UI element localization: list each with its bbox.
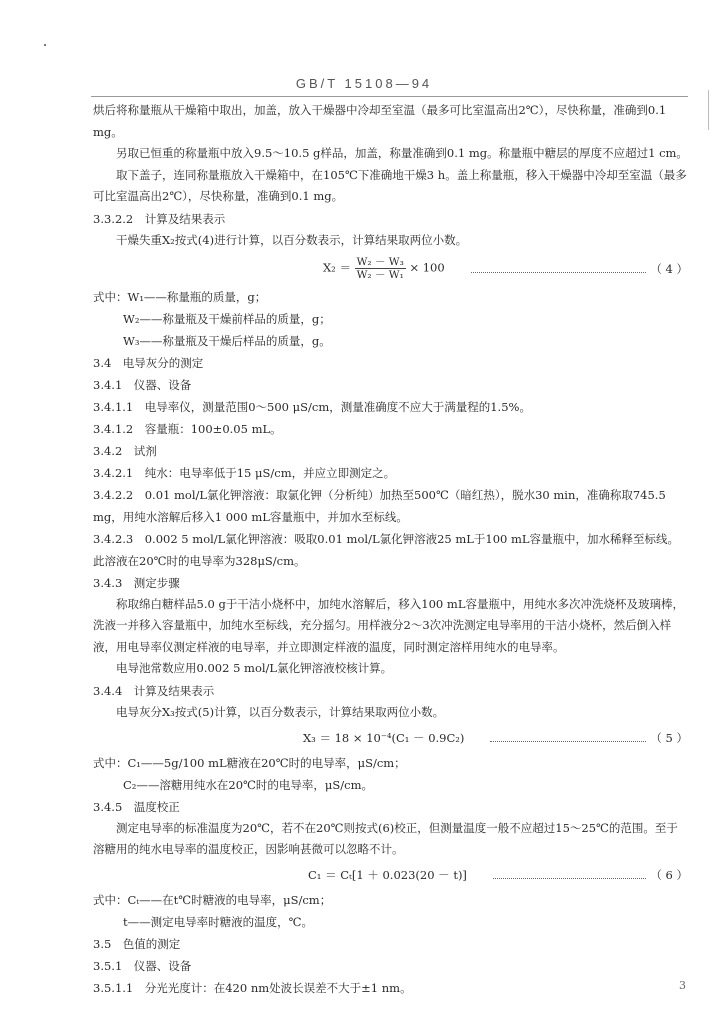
document-body <box>93 100 688 999</box>
formula-6-number: （ 6 ） <box>650 867 688 882</box>
formula-4-var-3: W₃——称量瓶及干燥后样品的质量，g。 <box>123 333 331 348</box>
section-heading-3-4-5: 3.4.5 温度校正 <box>93 799 180 814</box>
page-header: GB/T 15108—94 <box>295 76 433 91</box>
scan-edge-mark <box>708 90 709 130</box>
formula-4-var-2: W₂——称量瓶及干燥前样品的质量，g； <box>123 311 331 326</box>
formula-5-var-2: C₂——溶糖用纯水在20℃时的电导率，μS/cm。 <box>123 777 373 792</box>
formula-4-expression <box>323 256 445 281</box>
paragraph-drying-3: 取下盖子，连同称量瓶放入干燥箱中，在105℃下准确地干燥3 h。盖上称量瓶，移入干燥器中冷却至室温（最多可比室温高出2℃），尽快称量，准确到0.1 mg。 <box>93 167 687 204</box>
formula-4-number: （ 4 ） <box>650 261 688 276</box>
item-3-4-2-1: 3.4.2.1 纯水：电导率低于15 μS/cm，并应立即测定之。 <box>93 465 396 480</box>
section-heading-3-5-1: 3.5.1 仪器、设备 <box>93 958 192 973</box>
section-heading-3-3-2-2: 3.3.2.2 计算及结果表示 <box>93 211 226 226</box>
item-3-4-1-1: 3.4.1.1 电导率仪，测量范围0～500 μS/cm，测量准确度不应大于满量程的1.5%。 <box>93 399 531 414</box>
formula-5-expression: X₃ ＝ 18 × 10⁻⁴(C₁ － 0.9C₂) <box>303 730 465 745</box>
procedure-paragraph-2: 电导池常数应用0.002 5 mol/L氯化钾溶液校核计算。 <box>116 661 393 676</box>
formula-4-lhs: X₂ ＝ <box>323 260 351 275</box>
section-heading-3-4: 3.4 电导灰分的测定 <box>93 355 204 370</box>
section-heading-3-4-1: 3.4.1 仪器、设备 <box>93 377 192 392</box>
formula-6-var-1: 式中：Cₜ——在t℃时糖液的电导率，μS/cm； <box>93 892 332 907</box>
section-heading-3-4-2: 3.4.2 试剂 <box>93 443 157 458</box>
formula-6-var-2: t——测定电导率时糖液的温度，℃。 <box>123 914 313 929</box>
item-3-4-2-3: 3.4.2.3 0.002 5 mol/L氯化钾溶液：吸取0.01 mol/L氯化钾溶液25 mL于100 mL容量瓶中，加水稀释至标线。此溶液在20℃时的电导率为328μS/cm。 <box>93 531 680 568</box>
section-heading-3-4-4: 3.4.4 计算及结果表示 <box>93 683 215 698</box>
formula-4-denominator: W₂ － W₁ <box>356 269 404 282</box>
paragraph-drying-1: 烘后将称量瓶从干燥箱中取出，加盖，放入干燥器中冷却至室温（最多可比室温高出2℃），尽快称量，准确到0.1 mg。 <box>93 103 667 139</box>
formula-4 <box>93 252 688 286</box>
scan-speck <box>44 44 46 46</box>
item-3-4-1-2: 3.4.1.2 容量瓶：100±0.05 mL。 <box>93 421 282 436</box>
formula-5-var-1: 式中：C₁——5g/100 mL糖液在20℃时的电导率，μS/cm； <box>93 755 406 770</box>
section-text-3-4-4: 电导灰分X₃按式(5)计算，以百分数表示，计算结果取两位小数。 <box>116 704 445 719</box>
formula-6-expression: C₁ ＝ Cₜ[1 ＋ 0.023(20 － t)] <box>308 867 467 882</box>
formula-4-numerator: W₂ － W₃ <box>356 256 404 269</box>
section-heading-3-4-3: 3.4.3 测定步骤 <box>93 575 180 590</box>
formula-4-leader <box>471 264 647 273</box>
header-rule <box>91 96 688 97</box>
section-heading-3-5: 3.5 色值的测定 <box>93 936 181 951</box>
formula-4-var-1: 式中：W₁——称量瓶的质量，g； <box>93 289 267 304</box>
formula-5 <box>93 724 688 752</box>
procedure-paragraph-1: 称取绵白糖样品5.0 g于干洁小烧杯中，加纯水溶解后，移入100 mL容量瓶中，用纯水多次冲洗烧杯及玻璃棒，洗液一并移入容量瓶中，加纯水至标线，充分摇匀。用样液分2～3次冲洗测定电导率用的干洁小烧杯，然后倒入样液，用电导率仪测定样液的电导率，并立即测定样液的温度，同时测定溶样用纯水的电导率。 <box>93 596 684 654</box>
formula-6 <box>93 861 688 889</box>
item-3-4-2-2: 3.4.2.2 0.01 mol/L氯化钾溶液：取氯化钾（分析纯）加热至500℃（暗红热），脱水30 min，准确称取745.5 mg，用纯水溶解后移入1 000 mL容量瓶中，并加水至标线。 <box>93 487 666 524</box>
formula-5-leader <box>490 733 646 742</box>
page-number: 3 <box>679 979 686 992</box>
formula-4-fraction <box>355 256 406 281</box>
formula-6-leader <box>493 870 646 879</box>
formula-5-number: （ 5 ） <box>650 730 688 745</box>
paragraph-drying-2: 另取已恒重的称量瓶中放入9.5～10.5 g样品，加盖，称量准确到0.1 mg。称量瓶中糖层的厚度不应超过1 cm。 <box>116 146 688 161</box>
section-text-3-4-5: 测定电导率的标准温度为20℃，若不在20℃则按式(6)校正，但测量温度一般不应超过15～25℃的范围。至于溶糖用的纯水电导率的温度校正，因影响甚微可以忽略不计。 <box>93 820 678 857</box>
formula-4-tail: × 100 <box>409 260 445 275</box>
section-text-3-3-2-2: 干燥失重X₂按式(4)进行计算，以百分数表示，计算结果取两位小数。 <box>116 232 468 247</box>
item-3-5-1-1: 3.5.1.1 分光光度计：在420 nm处波长误差不大于±1 nm。 <box>93 980 412 995</box>
